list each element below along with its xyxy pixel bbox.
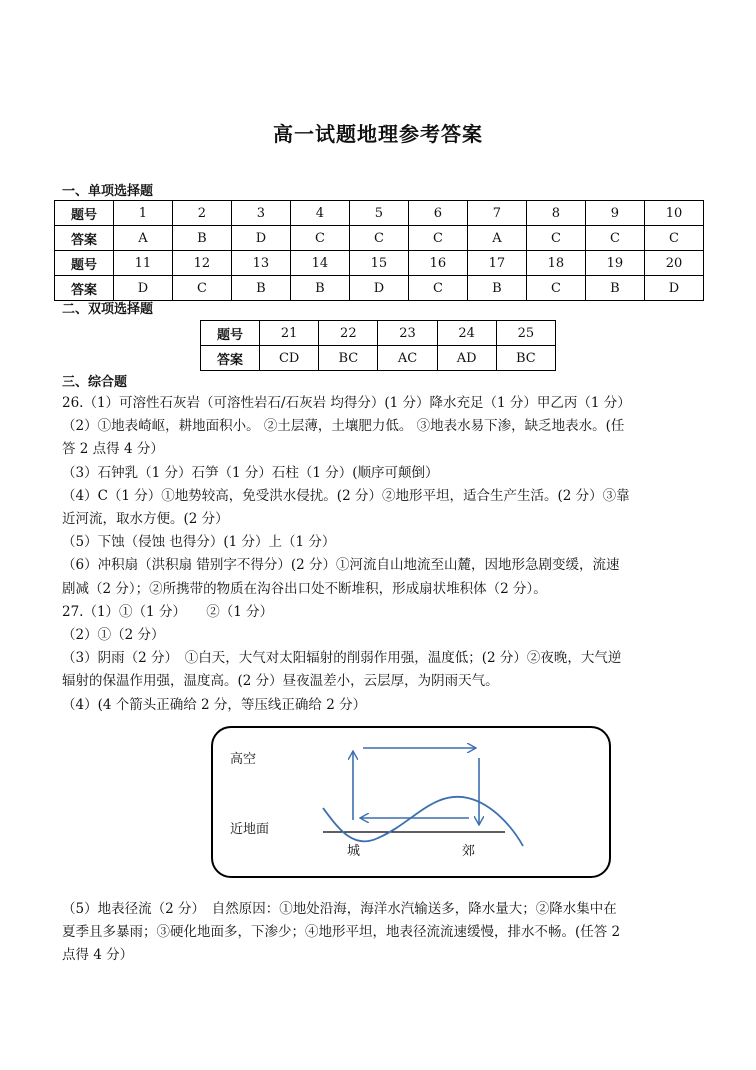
table-cell: 10: [644, 201, 703, 226]
answers-block-2: [62, 898, 698, 968]
answer-line: 夏季且多暴雨；③硬化地面多，下渗少；④地形平坦，地表径流流速缓慢，排水不畅。(任答 2: [62, 924, 621, 941]
table-cell: 13: [231, 251, 290, 276]
answer-line: 26.（1）可溶性石灰岩（可溶性岩石/石灰岩 均得分）(1 分）降水充足（1 分）甲乙丙（1 分）: [62, 395, 631, 411]
table-cell: C: [585, 226, 644, 251]
circulation-svg: [213, 728, 609, 876]
table-cell: C: [526, 226, 585, 251]
table-row: [55, 201, 704, 226]
table-cell: C: [290, 226, 349, 251]
table-cell: AC: [378, 346, 437, 371]
table-cell: 25: [496, 321, 555, 346]
table-cell: 6: [408, 201, 467, 226]
answer-line: （3）阴雨（2 分） ①白天，大气对太阳辐射的削弱作用强，温度低；(2 分）②夜晚，大气逆: [62, 650, 622, 667]
answer-line: （4）(4 个箭头正确给 2 分，等压线正确给 2 分）: [62, 696, 367, 713]
label-high-altitude: 高空: [230, 752, 257, 767]
table-cell: A: [113, 226, 172, 251]
section-comprehensive: 三、综合题: [62, 375, 128, 390]
table-cell: D: [644, 276, 703, 301]
answer-line: （2）①地表崎岖，耕地面积小。 ②土层薄，土壤肥力低。 ③地表水易下渗，缺乏地表水。(任: [62, 418, 625, 435]
table-cell: 16: [408, 251, 467, 276]
double-choice-table: [200, 320, 556, 371]
table-cell: 17: [467, 251, 526, 276]
table-cell: 11: [113, 251, 172, 276]
table-cell: C: [408, 226, 467, 251]
table-cell: C: [644, 226, 703, 251]
table-cell: 15: [349, 251, 408, 276]
table-cell: 14: [290, 251, 349, 276]
row-label: 题号: [201, 321, 260, 346]
table-cell: B: [231, 276, 290, 301]
section-single-choice: 一、单项选择题: [62, 184, 154, 199]
heat-island-circulation-diagram: [211, 726, 611, 878]
table-cell: 12: [172, 251, 231, 276]
table-cell: 2: [172, 201, 231, 226]
label-near-ground: 近地面: [230, 822, 270, 837]
table-cell: D: [231, 226, 290, 251]
label-city: 城: [347, 844, 361, 859]
row-label: 答案: [201, 346, 260, 371]
table-cell: C: [172, 276, 231, 301]
table-cell: 9: [585, 201, 644, 226]
answer-line: （2）①（2 分）: [62, 627, 165, 644]
answers-block: [62, 392, 698, 717]
table-cell: B: [290, 276, 349, 301]
table-cell: C: [349, 226, 408, 251]
answer-line: （4）C（1 分）①地势较高，免受洪水侵扰。(2 分）②地形平坦，适合生产生活。(2 分）③靠: [62, 487, 630, 504]
table-cell: BC: [496, 346, 555, 371]
row-label: 题号: [55, 201, 114, 226]
table-cell: 1: [113, 201, 172, 226]
answer-line: 答 2 点得 4 分）: [62, 441, 164, 458]
table-cell: 21: [260, 321, 319, 346]
answer-line: （5）地表径流（2 分） 自然原因：①地处沿海，海洋水汽输送多，降水量大；②降水集中在: [62, 901, 617, 917]
row-label: 答案: [55, 226, 114, 251]
table-cell: 4: [290, 201, 349, 226]
table-cell: 18: [526, 251, 585, 276]
table-cell: 7: [467, 201, 526, 226]
answer-line: （5）下蚀（侵蚀 也得分）(1 分）上（1 分）: [62, 534, 336, 551]
table-cell: BC: [319, 346, 378, 371]
table-row: [201, 321, 556, 346]
row-label: 答案: [55, 276, 114, 301]
table-cell: 24: [437, 321, 496, 346]
table-cell: AD: [437, 346, 496, 371]
answer-line: 剧减（2 分）；②所携带的物质在沟谷出口处不断堆积，形成扇状堆积体（2 分）。: [62, 580, 547, 597]
row-label: 题号: [55, 251, 114, 276]
section-double-choice: 二、双项选择题: [62, 302, 154, 317]
table-row: [55, 276, 704, 301]
page-title: 高一试题地理参考答案: [273, 122, 483, 146]
answer-line: （6）冲积扇（洪积扇 错别字不得分）(2 分）①河流自山地流至山麓，因地形急剧变缓，流速: [62, 557, 620, 574]
table-cell: C: [526, 276, 585, 301]
table-row: [201, 346, 556, 371]
table-cell: B: [172, 226, 231, 251]
table-cell: 19: [585, 251, 644, 276]
answer-line: 27.（1）①（1 分） ②（1 分）: [62, 603, 274, 620]
label-suburb: 郊: [462, 844, 476, 859]
table-cell: A: [467, 226, 526, 251]
table-cell: D: [113, 276, 172, 301]
answer-line: 近河流，取水方便。(2 分）: [62, 511, 229, 528]
answer-line: 辐射的保温作用强，温度高。(2 分）昼夜温差小，云层厚，为阴雨天气。: [62, 673, 499, 690]
table-cell: CD: [260, 346, 319, 371]
table-row: [55, 226, 704, 251]
answer-line: （3）石钟乳（1 分）石笋（1 分）石柱（1 分）(顺序可颠倒）: [62, 464, 439, 481]
table-cell: 3: [231, 201, 290, 226]
table-cell: 22: [319, 321, 378, 346]
answer-line: 点得 4 分）: [62, 947, 134, 964]
table-cell: B: [585, 276, 644, 301]
table-cell: C: [408, 276, 467, 301]
single-choice-table: [54, 200, 704, 301]
table-cell: 5: [349, 201, 408, 226]
table-cell: B: [467, 276, 526, 301]
table-cell: 20: [644, 251, 703, 276]
table-cell: 8: [526, 201, 585, 226]
table-row: [55, 251, 704, 276]
table-cell: D: [349, 276, 408, 301]
table-cell: 23: [378, 321, 437, 346]
